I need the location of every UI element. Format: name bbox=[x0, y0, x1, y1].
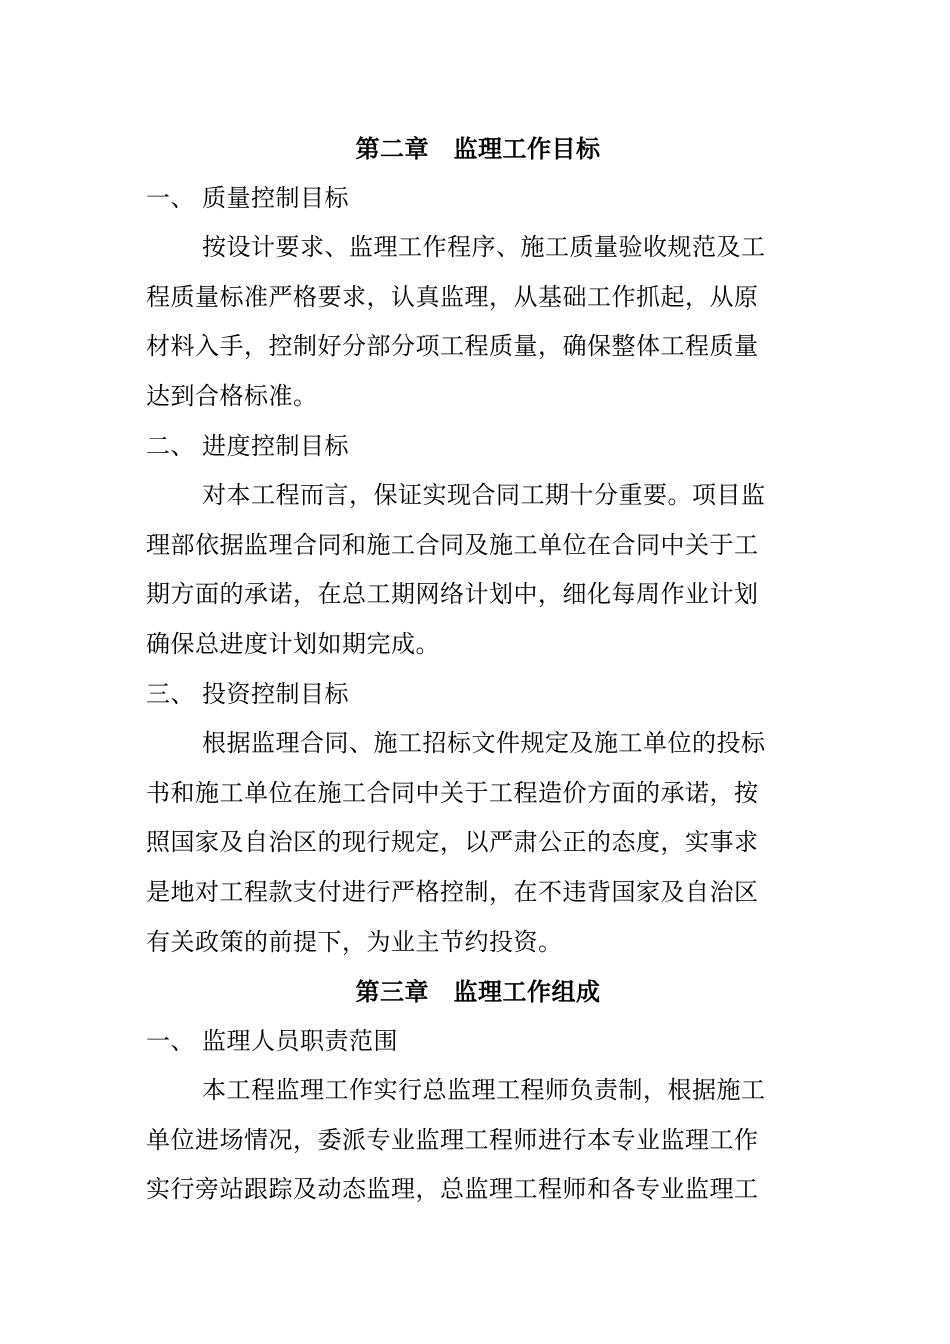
paragraph-line: 期方面的承诺，在总工期网络计划中，细化每周作业计划 bbox=[146, 580, 759, 609]
paragraph-line: 按设计要求、监理工作程序、施工质量验收规范及工 bbox=[202, 233, 766, 262]
paragraph-line: 确保总进度计划如期完成。 bbox=[146, 629, 440, 658]
chapter-2-title: 第二章 监理工作目标 bbox=[355, 134, 601, 163]
paragraph-line: 对本工程而言，保证实现合同工期十分重要。项目监 bbox=[202, 481, 766, 510]
section-schedule-heading bbox=[146, 422, 810, 472]
paragraph-line: 程质量标准严格要求，认真监理，从基础工作抓起，从原 bbox=[146, 282, 759, 311]
paragraph-line: 本工程监理工作实行总监理工程师负责制，根据施工 bbox=[202, 1076, 766, 1105]
section-title: 进度控制目标 bbox=[202, 431, 349, 460]
paragraph-line: 根据监理合同、施工招标文件规定及施工单位的投标 bbox=[202, 729, 766, 758]
section-number: 一、 bbox=[146, 1026, 195, 1055]
paragraph-line: 材料入手，控制好分部分项工程质量，确保整体工程质量 bbox=[146, 332, 759, 361]
paragraph-line: 达到合格标准。 bbox=[146, 381, 318, 410]
paragraph-line: 有关政策的前提下，为业主节约投资。 bbox=[146, 927, 563, 956]
section-title: 质量控制目标 bbox=[202, 183, 349, 212]
chapter-3-title: 第三章 监理工作组成 bbox=[355, 977, 601, 1007]
section-staff-duties-heading bbox=[146, 1017, 810, 1067]
section-number: 一、 bbox=[146, 183, 195, 212]
paragraph-line: 单位进场情况，委派专业监理工程师进行本专业监理工作 bbox=[146, 1125, 759, 1154]
paragraph-line: 理部依据监理合同和施工合同及施工单位在合同中关于工 bbox=[146, 530, 759, 559]
section-number: 二、 bbox=[146, 431, 195, 460]
section-number: 三、 bbox=[146, 679, 195, 708]
paragraph-line: 照国家及自治区的现行规定，以严肃公正的态度，实事求 bbox=[146, 828, 759, 857]
paragraph-line: 实行旁站跟踪及动态监理，总监理工程师和各专业监理工 bbox=[146, 1175, 759, 1204]
paragraph-line: 是地对工程款支付进行严格控制，在不违背国家及自治区 bbox=[146, 877, 759, 906]
section-quality-heading bbox=[146, 174, 810, 224]
section-title: 投资控制目标 bbox=[202, 679, 349, 708]
section-title: 监理人员职责范围 bbox=[202, 1026, 398, 1055]
document-page bbox=[146, 124, 810, 1215]
paragraph-line: 书和施工单位在施工合同中关于工程造价方面的承诺，按 bbox=[146, 778, 759, 807]
section-investment-heading bbox=[146, 670, 810, 720]
